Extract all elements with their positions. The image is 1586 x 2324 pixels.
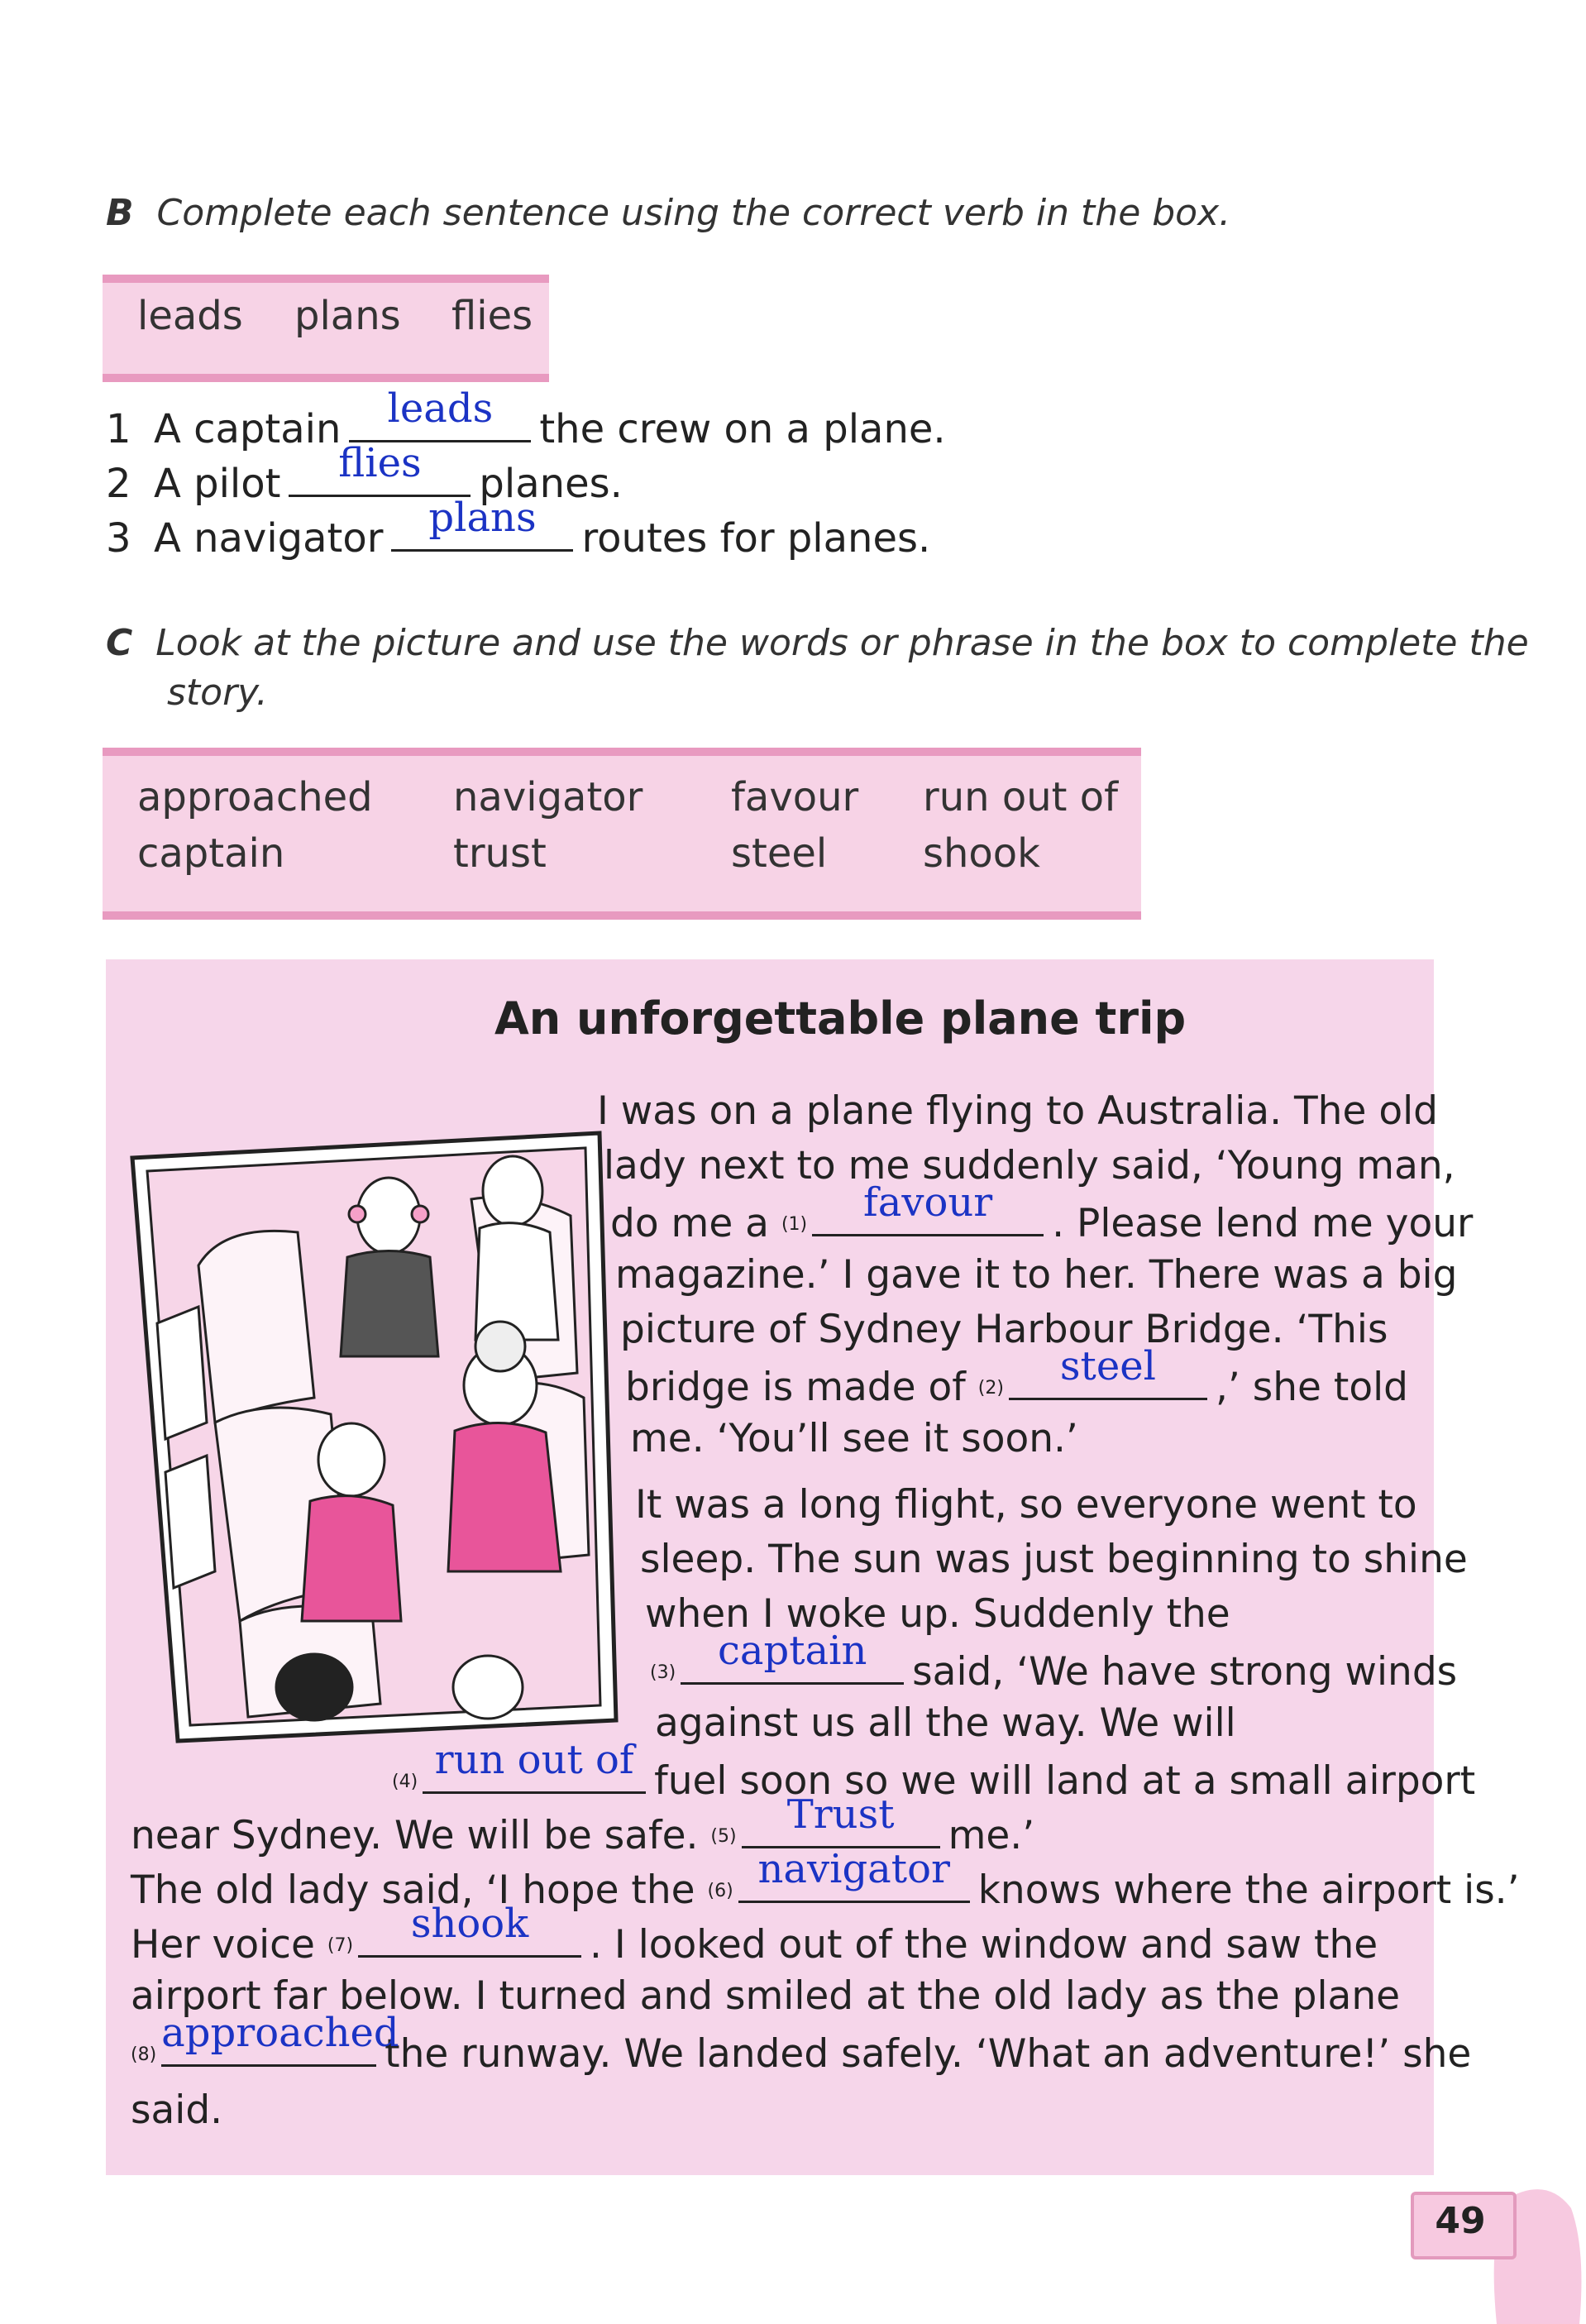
sentence-3 [106, 495, 931, 562]
plane-cabin-illustration [124, 1125, 620, 1753]
sentence-after: the crew on a plane. [539, 406, 946, 452]
answer-blank[interactable] [423, 1737, 646, 1794]
word-box-word: navigator [453, 774, 643, 820]
gap-number: (5) [710, 1826, 737, 1847]
answer-text: Trust [786, 1791, 895, 1838]
story-line: against us all the way. We will [655, 1700, 1236, 1746]
verb-box-word: leads [137, 293, 243, 339]
answer-text: plans [428, 495, 537, 541]
story-title: An unforgettable plane trip [494, 992, 1187, 1045]
story-line: lady next to me suddenly said, ‘Young man, [604, 1143, 1455, 1188]
story-after: said, ‘We have strong winds [912, 1649, 1458, 1695]
answer-blank[interactable] [289, 440, 471, 497]
answer-blank[interactable] [358, 1901, 581, 1958]
answer-text: leads [387, 385, 494, 432]
story-line: when I woke up. Suddenly the [645, 1591, 1230, 1637]
page-number: 49 [1435, 2200, 1486, 2242]
story-after: the runway. We landed safely. ‘What an adventure!’ she [385, 2031, 1472, 2077]
gap-number: (1) [781, 1214, 808, 1235]
story-after: me.’ [948, 1813, 1035, 1858]
section-c-instruction-line1: Look at the picture and use the words or phrase in the box to complete the [155, 622, 1529, 664]
story-line-gap-2 [625, 1343, 1408, 1410]
gap-number: (2) [977, 1378, 1004, 1399]
answer-blank[interactable] [1009, 1343, 1207, 1400]
story-line: said. [131, 2087, 223, 2133]
word-box-word: favour [731, 774, 859, 820]
story-line-gap-3 [650, 1628, 1458, 1695]
story-line: sleep. The sun was just beginning to shine [640, 1537, 1468, 1582]
story-before: do me a [610, 1201, 769, 1246]
gap-number: (7) [327, 1935, 354, 1956]
sentence-number: 3 [106, 515, 131, 562]
answer-blank[interactable] [349, 385, 531, 442]
gap-number: (4) [392, 1772, 418, 1792]
story-line-gap-8 [131, 2010, 1472, 2077]
section-c-letter: C [106, 622, 133, 664]
story-after: ,’ she told [1215, 1365, 1408, 1410]
sentence-before: A pilot [154, 461, 281, 507]
story-line: airport far below. I turned and smiled at the old lady as the plane [131, 1973, 1401, 2019]
answer-blank[interactable] [742, 1791, 940, 1848]
story-line: I was on a plane flying to Australia. The old [597, 1088, 1438, 1134]
section-c-instruction [106, 622, 1529, 664]
sentence-after: routes for planes. [581, 515, 931, 562]
verb-box-word: flies [451, 293, 533, 339]
answer-text: captain [717, 1628, 867, 1674]
gap-number: (8) [131, 2044, 157, 2065]
answer-text: shook [410, 1901, 529, 1947]
section-c-instruction-line2: story. [167, 672, 268, 714]
section-b-letter: B [106, 192, 134, 234]
story-before: near Sydney. We will be safe. [131, 1813, 699, 1858]
word-box-word: captain [137, 830, 285, 877]
answer-blank[interactable] [391, 495, 573, 552]
word-box-word: run out of [923, 774, 1118, 820]
word-box-word: steel [731, 830, 828, 877]
gap-number: (6) [707, 1881, 733, 1901]
sentence-number: 2 [106, 461, 131, 507]
word-box-word: trust [453, 830, 547, 877]
story-after: . Please lend me your [1052, 1201, 1474, 1246]
sentence-before: A captain [154, 406, 342, 452]
story-after: knows where the airport is.’ [977, 1867, 1520, 1913]
answer-blank[interactable] [812, 1179, 1044, 1236]
sentence-1 [106, 385, 946, 452]
story-before: Her voice [131, 1922, 315, 1968]
answer-blank[interactable] [738, 1846, 970, 1903]
story-before: The old lady said, ‘I hope the [131, 1867, 695, 1913]
answer-blank[interactable] [681, 1628, 904, 1685]
story-line-gap-6 [131, 1846, 1520, 1913]
answer-blank[interactable] [161, 2010, 399, 2067]
gap-number: (3) [650, 1662, 676, 1683]
section-b-instruction [106, 192, 1230, 234]
story-line: me. ‘You’ll see it soon.’ [630, 1416, 1078, 1461]
story-line: It was a long flight, so everyone went to [635, 1482, 1417, 1528]
story-after: fuel soon so we will land at a small airport [654, 1758, 1476, 1804]
answer-text: navigator [757, 1846, 950, 1892]
answer-text: approached [161, 2010, 399, 2056]
word-box-word: shook [923, 830, 1040, 877]
story-line: picture of Sydney Harbour Bridge. ‘This [620, 1307, 1388, 1352]
answer-text: run out of [434, 1737, 634, 1783]
story-line-gap-1 [610, 1179, 1474, 1246]
sentence-number: 1 [106, 406, 131, 452]
sentence-before: A navigator [154, 515, 384, 562]
answer-text: favour [862, 1179, 993, 1226]
story-line: magazine.’ I gave it to her. There was a big [615, 1252, 1458, 1298]
answer-text: steel [1059, 1343, 1156, 1389]
story-after: . I looked out of the window and saw the [590, 1922, 1378, 1968]
verb-box-word: plans [294, 293, 401, 339]
story-line-gap-7 [131, 1901, 1378, 1968]
section-b-instruction-text: Complete each sentence using the correct verb in the box. [156, 192, 1231, 234]
word-box-word: approached [137, 774, 373, 820]
story-before: bridge is made of [625, 1365, 966, 1410]
sentence-after: planes. [479, 461, 623, 507]
answer-text: flies [338, 440, 422, 486]
